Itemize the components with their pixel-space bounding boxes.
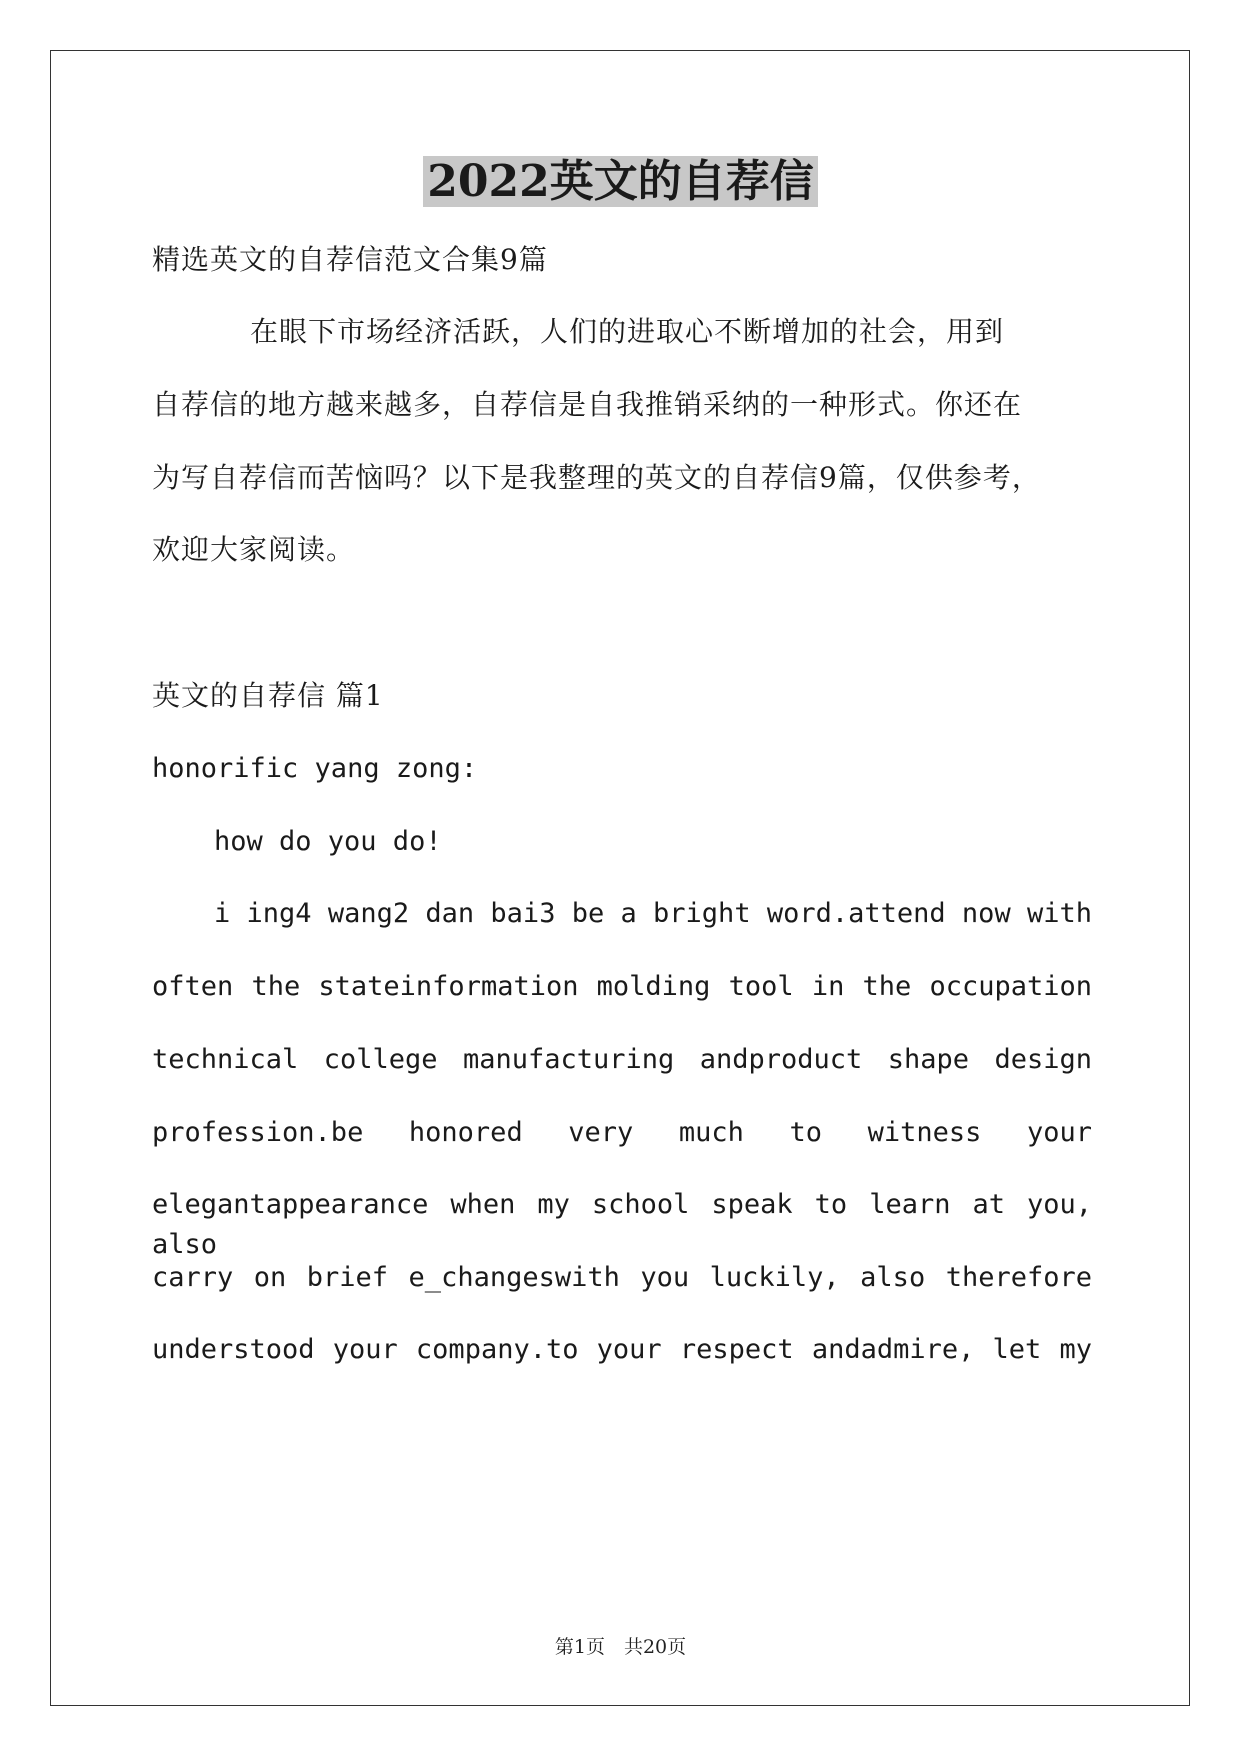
document-title [0, 152, 1241, 212]
body-line-4: profession.be honored very much to witness your [152, 1117, 1092, 1148]
body-line-6: carry on brief e_changeswith you luckily, also therefore [152, 1262, 1092, 1293]
page-border [50, 50, 1190, 1706]
intro-line-4: 欢迎大家阅读。 [152, 533, 356, 566]
salutation: honorific yang zong: [152, 753, 478, 784]
page-footer: 第1页 共20页 [554, 1636, 687, 1658]
body-line-1: i ing4 wang2 dan bai3 be a bright word.attend now with [214, 898, 1092, 929]
body-line-3: technical college manufacturing andproduct shape design [152, 1044, 1092, 1075]
section-heading: 英文的自荐信 篇1 [152, 679, 384, 712]
body-line-5: elegantappearance when my school speak to learn at you, also [152, 1189, 1092, 1260]
body-line-2: often the stateinformation molding tool in the occupation [152, 971, 1092, 1002]
body-line-7: understood your company.to your respect andadmire, let my [152, 1334, 1092, 1365]
intro-line-2: 自荐信的地方越来越多，自荐信是自我推销采纳的一种形式。你还在 [152, 388, 1023, 421]
subtitle: 精选英文的自荐信范文合集9篇 [152, 243, 548, 276]
intro-line-3: 为写自荐信而苦恼吗？以下是我整理的英文的自荐信9篇，仅供参考， [152, 461, 1041, 494]
intro-line-1: 在眼下市场经济活跃，人们的进取心不断增加的社会，用到 [250, 315, 1005, 348]
greeting: how do you do! [214, 826, 442, 857]
title-text: 2022英文的自荐信 [423, 156, 817, 207]
